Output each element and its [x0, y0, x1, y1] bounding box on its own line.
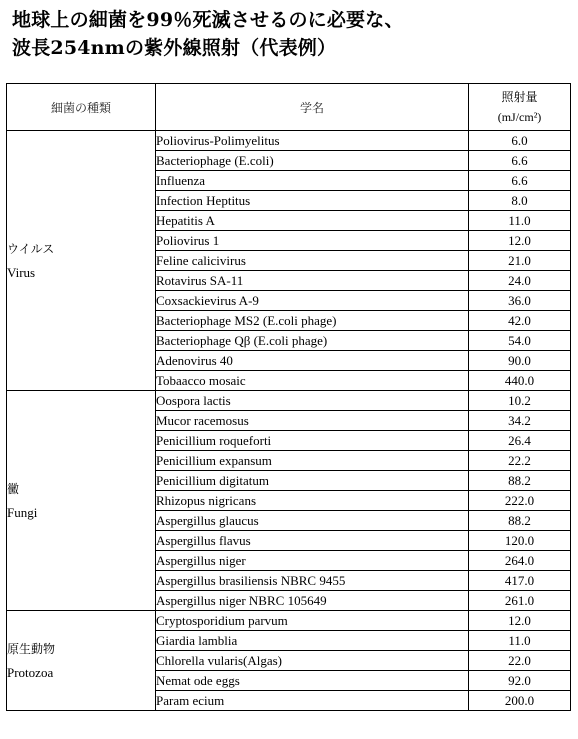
header-dose-label: 照射量 — [501, 90, 538, 104]
scientific-name-cell: Mucor racemosus — [156, 411, 469, 431]
scientific-name-cell: Oospora lactis — [156, 391, 469, 411]
dose-value-cell: 264.0 — [469, 551, 571, 571]
category-name-en: Fungi — [7, 504, 38, 520]
dose-value-cell: 200.0 — [469, 691, 571, 711]
dose-value-cell: 22.2 — [469, 451, 571, 471]
table-row — [7, 131, 571, 151]
dose-value-cell: 261.0 — [469, 591, 571, 611]
scientific-name-cell: Bacteriophage MS2 (E.coli phage) — [156, 311, 469, 331]
header-category: 細菌の種類 — [7, 84, 156, 131]
dose-value-cell: 440.0 — [469, 371, 571, 391]
dose-value-cell: 12.0 — [469, 231, 571, 251]
title-line-1: 地球上の細菌を99％死滅させるのに必要な、 — [12, 9, 404, 31]
category-name-ja: 黴 — [7, 481, 20, 496]
scientific-name-cell: Infection Heptitus — [156, 191, 469, 211]
dose-value-cell: 22.0 — [469, 651, 571, 671]
scientific-name-cell: Poliovirus-Polimyelitus — [156, 131, 469, 151]
scientific-name-cell: Rotavirus SA-11 — [156, 271, 469, 291]
dose-value-cell: 36.0 — [469, 291, 571, 311]
dose-value-cell: 88.2 — [469, 471, 571, 491]
category-cell — [7, 611, 156, 711]
dose-value-cell: 90.0 — [469, 351, 571, 371]
header-dose-unit: (mJ/cm²) — [497, 110, 542, 124]
category-name-en: Protozoa — [7, 664, 54, 680]
scientific-name-cell: Nemat ode eggs — [156, 671, 469, 691]
scientific-name-cell: Penicillium roqueforti — [156, 431, 469, 451]
scientific-name-cell: Tobaacco mosaic — [156, 371, 469, 391]
scientific-name-cell: Adenovirus 40 — [156, 351, 469, 371]
scientific-name-cell: Feline calicivirus — [156, 251, 469, 271]
dose-value-cell: 6.6 — [469, 171, 571, 191]
page-title — [12, 6, 568, 62]
scientific-name-cell: Aspergillus glaucus — [156, 511, 469, 531]
scientific-name-cell: Aspergillus niger — [156, 551, 469, 571]
dose-value-cell: 88.2 — [469, 511, 571, 531]
dose-value-cell: 8.0 — [469, 191, 571, 211]
dose-value-cell: 11.0 — [469, 631, 571, 651]
dose-value-cell: 12.0 — [469, 611, 571, 631]
scientific-name-cell: Penicillium digitatum — [156, 471, 469, 491]
scientific-name-cell: Giardia lamblia — [156, 631, 469, 651]
dose-value-cell: 10.2 — [469, 391, 571, 411]
dose-value-cell: 26.4 — [469, 431, 571, 451]
category-name-ja: 原生動物 — [7, 641, 56, 656]
category-name-ja: ウイルス — [7, 241, 55, 256]
table-row — [7, 611, 571, 631]
table-row — [7, 391, 571, 411]
scientific-name-cell: Penicillium expansum — [156, 451, 469, 471]
scientific-name-cell: Param ecium — [156, 691, 469, 711]
scientific-name-cell: Aspergillus niger NBRC 105649 — [156, 591, 469, 611]
header-scientific-name: 学名 — [156, 84, 469, 131]
table-body — [7, 131, 571, 711]
category-cell — [7, 391, 156, 611]
dose-value-cell: 417.0 — [469, 571, 571, 591]
dose-value-cell: 92.0 — [469, 671, 571, 691]
scientific-name-cell: Coxsackievirus A-9 — [156, 291, 469, 311]
table-header — [7, 84, 571, 131]
dose-value-cell: 222.0 — [469, 491, 571, 511]
scientific-name-cell: Hepatitis A — [156, 211, 469, 231]
scientific-name-cell: Poliovirus 1 — [156, 231, 469, 251]
scientific-name-cell: Aspergillus brasiliensis NBRC 9455 — [156, 571, 469, 591]
title-line-2: 波長254nmの紫外線照射（代表例） — [12, 37, 337, 59]
scientific-name-cell: Cryptosporidium parvum — [156, 611, 469, 631]
dose-value-cell: 21.0 — [469, 251, 571, 271]
dose-value-cell: 24.0 — [469, 271, 571, 291]
dose-value-cell: 42.0 — [469, 311, 571, 331]
scientific-name-cell: Bacteriophage Qβ (E.coli phage) — [156, 331, 469, 351]
header-dose — [469, 84, 571, 131]
category-name-en: Virus — [7, 264, 36, 280]
dose-value-cell: 6.0 — [469, 131, 571, 151]
scientific-name-cell: Chlorella vularis(Algas) — [156, 651, 469, 671]
category-cell — [7, 131, 156, 391]
dose-value-cell: 6.6 — [469, 151, 571, 171]
scientific-name-cell: Influenza — [156, 171, 469, 191]
scientific-name-cell: Bacteriophage (E.coli) — [156, 151, 469, 171]
dose-value-cell: 120.0 — [469, 531, 571, 551]
dose-value-cell: 11.0 — [469, 211, 571, 231]
scientific-name-cell: Aspergillus flavus — [156, 531, 469, 551]
dose-value-cell: 34.2 — [469, 411, 571, 431]
dose-value-cell: 54.0 — [469, 331, 571, 351]
uv-dose-table — [6, 83, 571, 711]
scientific-name-cell: Rhizopus nigricans — [156, 491, 469, 511]
